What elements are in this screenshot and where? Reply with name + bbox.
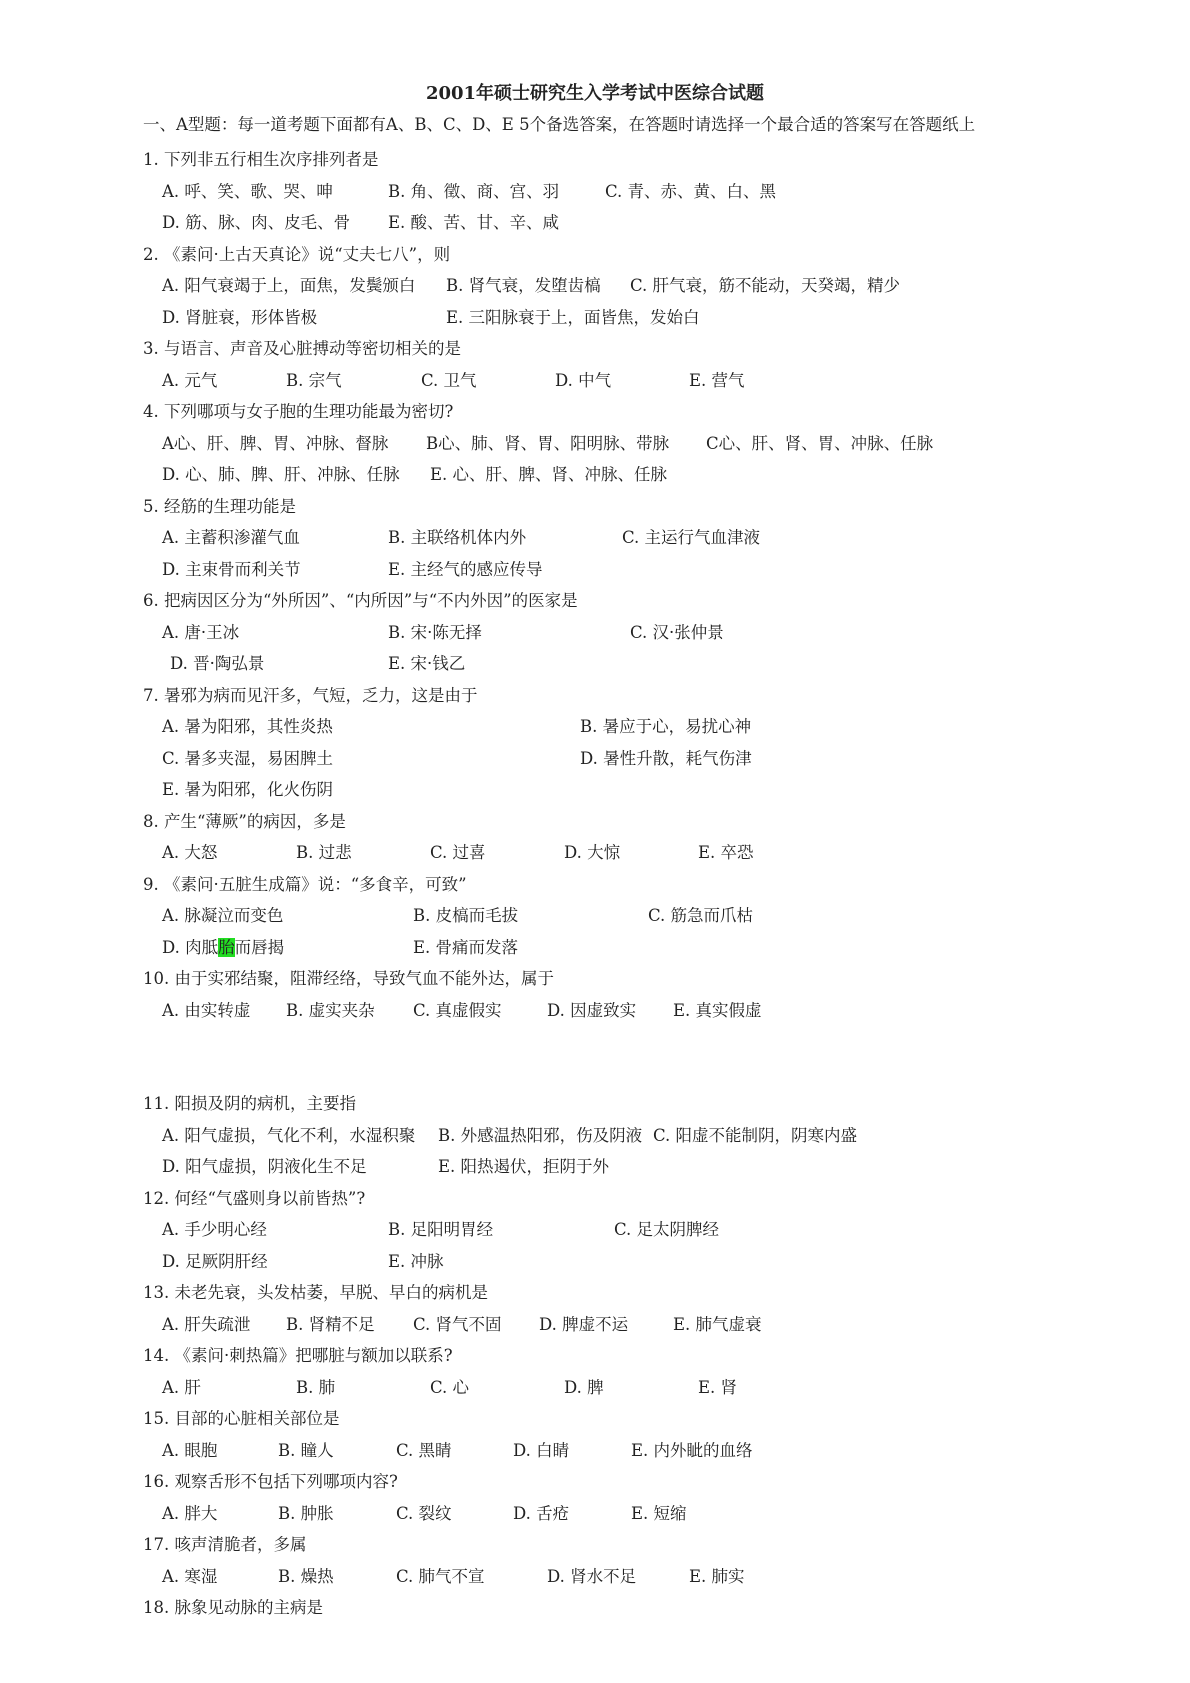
option-row	[143, 900, 1173, 932]
option-c: C. 肺气不宣	[396, 1566, 485, 1586]
option-b: B. 主联络机体内外	[388, 528, 527, 547]
option-a: A. 手少明心经	[162, 1220, 267, 1239]
option-e: E. 三阳脉衰于上，面皆焦，发始白	[446, 307, 700, 327]
option-e: E. 卒恐	[698, 843, 754, 862]
option-d: D. 大惊	[564, 843, 621, 862]
option-c: C. 肝气衰，筋不能动，天癸竭，精少	[630, 276, 901, 295]
option-e: E. 冲脉	[388, 1251, 444, 1271]
question-5	[143, 491, 1173, 586]
question-stem: 17. 咳声清脆者，多属	[143, 1535, 307, 1554]
option-a: A. 肝	[162, 1377, 201, 1397]
option-d: D. 筋、脉、肉、皮毛、骨	[162, 213, 351, 232]
option-c: C. 主运行气血津液	[622, 528, 761, 547]
question-14	[143, 1340, 1173, 1403]
option-c: C. 筋急而爪枯	[648, 906, 754, 925]
option-e: E. 主经气的感应传导	[388, 559, 543, 579]
option-b: B. 过悲	[296, 843, 352, 862]
option-row	[143, 743, 1173, 775]
option-d-text-end: 而唇揭	[234, 937, 285, 957]
option-d	[162, 932, 284, 964]
option-e: E. 宋·钱乙	[388, 654, 466, 673]
option-a: A. 阳气虚损，气化不利，水湿积聚	[162, 1125, 416, 1145]
option-row	[143, 522, 1173, 554]
option-row	[143, 459, 1173, 491]
option-row	[143, 932, 1173, 964]
question-6	[143, 585, 1173, 680]
section-instruction: 一、A型题：每一道考题下面都有A、B、C、D、E 5个备选答案，在答题时请选择一个最合适的答案写在答题纸上	[143, 115, 976, 134]
option-b: B. 角、徵、商、宫、羽	[388, 181, 560, 201]
question-stem: 4. 下列哪项与女子胞的生理功能最为密切?	[143, 402, 454, 421]
page-title: 2001年硕士研究生入学考试中医综合试题	[425, 83, 765, 104]
question-stem: 10. 由于实邪结聚，阻滞经络，导致气血不能外达，属于	[143, 969, 554, 988]
option-a: A. 眼胞	[162, 1440, 218, 1460]
question-4	[143, 396, 1173, 491]
option-b: B. 肾气衰，发堕齿槁	[446, 276, 601, 295]
question-stem: 16. 观察舌形不包括下列哪项内容?	[143, 1472, 398, 1491]
option-e: E. 内外眦的血络	[631, 1440, 753, 1460]
option-c: C. 卫气	[421, 370, 477, 390]
option-d: D. 晋·陶弘景	[170, 654, 265, 673]
option-d: D. 暑性升散，耗气伤津	[580, 748, 752, 768]
option-b: B. 瞳人	[278, 1440, 334, 1460]
option-e: E. 肺实	[689, 1566, 745, 1586]
option-row	[143, 365, 1173, 397]
option-d: D. 肾水不足	[547, 1566, 637, 1586]
option-row	[143, 554, 1173, 586]
option-d: D. 中气	[555, 370, 612, 390]
option-d: D. 因虚致实	[547, 1000, 637, 1020]
option-row	[143, 1151, 1173, 1183]
option-row	[143, 1498, 1173, 1530]
option-c: C. 阳虚不能制阴，阴寒内盛	[653, 1125, 858, 1145]
option-a: A. 主蓄积渗灌气血	[162, 528, 300, 547]
question-1	[143, 144, 1173, 239]
question-stem: 18. 脉象见动脉的主病是	[143, 1598, 323, 1617]
option-e: E. 短缩	[631, 1503, 687, 1523]
option-b: B. 宗气	[286, 370, 342, 390]
question-17	[143, 1529, 1173, 1592]
option-c: C. 汉·张仲景	[630, 622, 724, 642]
question-18	[143, 1592, 1173, 1624]
question-7	[143, 680, 1173, 806]
option-row	[143, 837, 1173, 869]
option-d: D. 主束骨而利关节	[162, 559, 301, 579]
option-row	[143, 1561, 1173, 1593]
option-d: D. 肾脏衰，形体皆极	[162, 307, 318, 327]
highlighted-character: 胎	[218, 937, 235, 957]
option-e: E. 真实假虚	[673, 1000, 762, 1020]
option-row	[143, 995, 1173, 1027]
option-b: B心、肺、肾、胃、阳明脉、带脉	[426, 433, 670, 453]
option-row	[143, 1214, 1173, 1246]
option-a: A. 元气	[162, 370, 218, 390]
question-stem: 6. 把病因区分为“外所因”、“内所因”与“不内外因”的医家是	[143, 591, 578, 610]
option-a: A. 唐·王冰	[162, 622, 240, 642]
option-c: C. 黑睛	[396, 1440, 452, 1460]
option-a: A. 脉凝泣而变色	[162, 906, 284, 925]
question-stem: 7. 暑邪为病而见汗多，气短，乏力，这是由于	[143, 685, 478, 705]
option-e: E. 酸、苦、甘、辛、咸	[388, 213, 560, 232]
option-a: A. 肝失疏泄	[162, 1314, 251, 1334]
option-row	[143, 207, 1173, 239]
option-row	[143, 428, 1173, 460]
option-d: D. 脾	[564, 1377, 604, 1397]
question-12	[143, 1183, 1173, 1278]
option-e: E. 心、肝、脾、肾、冲脉、任脉	[430, 465, 668, 484]
option-a: A心、肝、脾、胃、冲脉、督脉	[162, 433, 389, 453]
option-d: D. 脾虚不运	[539, 1314, 629, 1334]
question-stem: 5. 经筋的生理功能是	[143, 496, 296, 516]
option-d: D. 足厥阴肝经	[162, 1251, 268, 1271]
option-row	[143, 1435, 1173, 1467]
option-e: E. 暑为阳邪，化火伤阴	[162, 780, 334, 799]
option-c: C. 真虚假实	[413, 1000, 502, 1020]
option-row	[143, 1372, 1173, 1404]
option-c: C. 肾气不固	[413, 1314, 502, 1334]
blank-gap	[143, 1026, 1173, 1088]
option-a: A. 寒湿	[162, 1566, 218, 1586]
option-b: B. 燥热	[278, 1566, 334, 1586]
question-8	[143, 806, 1173, 869]
question-list	[143, 144, 1173, 1624]
option-e: E. 肺气虚衰	[673, 1314, 762, 1334]
question-9	[143, 869, 1173, 964]
question-stem: 8. 产生“薄厥”的病因，多是	[143, 811, 346, 831]
option-c: C. 青、赤、黄、白、黑	[605, 181, 777, 201]
option-a: A. 由实转虚	[162, 1000, 251, 1020]
option-b: B. 虚实夹杂	[286, 1000, 375, 1020]
option-row	[143, 270, 1173, 302]
option-a: A. 暑为阳邪，其性炎热	[162, 717, 333, 736]
question-stem: 9. 《素问·五脏生成篇》说：“多食辛，可致”	[143, 874, 467, 894]
question-stem: 15. 目部的心脏相关部位是	[143, 1409, 340, 1428]
option-c: C心、肝、肾、胃、冲脉、任脉	[706, 433, 934, 453]
option-b: B. 外感温热阳邪，伤及阴液	[438, 1125, 643, 1145]
option-d: D. 舌疮	[513, 1503, 570, 1523]
option-row	[143, 1120, 1173, 1152]
option-b: B. 肺	[296, 1377, 336, 1397]
option-row	[143, 176, 1173, 208]
option-b: B. 暑应于心，易扰心神	[580, 717, 752, 736]
option-a: A. 大怒	[162, 843, 218, 862]
option-b: B. 肿胀	[278, 1503, 334, 1523]
option-e: E. 肾	[698, 1377, 738, 1397]
option-a: A. 胖大	[162, 1503, 218, 1523]
option-e: E. 阳热遏伏，拒阴于外	[438, 1157, 610, 1176]
option-row	[143, 711, 1173, 743]
option-b: B. 宋·陈无择	[388, 622, 482, 642]
question-stem: 13. 未老先衰，头发枯萎，早脱、早白的病机是	[143, 1283, 488, 1302]
question-11	[143, 1088, 1173, 1183]
option-row	[143, 302, 1173, 334]
option-c: C. 心	[430, 1377, 470, 1397]
option-b: B. 足阳明胃经	[388, 1220, 494, 1239]
option-c: C. 裂纹	[396, 1503, 452, 1523]
option-e: E. 营气	[689, 370, 745, 390]
question-3	[143, 333, 1173, 396]
option-row	[143, 774, 1173, 806]
option-c: C. 足太阴脾经	[614, 1220, 720, 1239]
question-stem: 12. 何经“气盛则身以前皆热”?	[143, 1188, 366, 1208]
question-2	[143, 239, 1173, 334]
option-a: A. 阳气衰竭于上，面焦，发鬓颁白	[162, 276, 416, 295]
question-stem: 2. 《素问·上古天真论》说“丈夫七八”，则	[143, 244, 451, 264]
question-stem: 1. 下列非五行相生次序排列者是	[143, 150, 379, 169]
option-d: D. 阳气虚损，阴液化生不足	[162, 1157, 367, 1176]
question-stem: 14. 《素问·刺热篇》把哪脏与额加以联系?	[143, 1346, 453, 1365]
option-b: B. 皮槁而毛拔	[413, 906, 519, 925]
option-c: C. 暑多夹湿，易困脾土	[162, 748, 334, 768]
option-d: D. 心、肺、脾、肝、冲脉、任脉	[162, 465, 400, 484]
option-d: D. 白睛	[513, 1440, 570, 1460]
option-row	[143, 1309, 1173, 1341]
question-10	[143, 963, 1173, 1026]
option-row	[143, 648, 1173, 680]
option-row	[143, 617, 1173, 649]
question-13	[143, 1277, 1173, 1340]
option-b: B. 肾精不足	[286, 1314, 375, 1334]
option-row	[143, 1246, 1173, 1278]
option-a: A. 呼、笑、歌、哭、呻	[162, 181, 333, 201]
question-16	[143, 1466, 1173, 1529]
option-e: E. 骨痛而发落	[413, 937, 519, 957]
question-stem: 3. 与语言、声音及心脏搏动等密切相关的是	[143, 339, 461, 358]
option-c: C. 过喜	[430, 843, 486, 862]
question-15	[143, 1403, 1173, 1466]
question-stem: 11. 阳损及阴的病机，主要指	[143, 1094, 356, 1113]
option-d-text: D. 肉胝	[162, 937, 219, 957]
